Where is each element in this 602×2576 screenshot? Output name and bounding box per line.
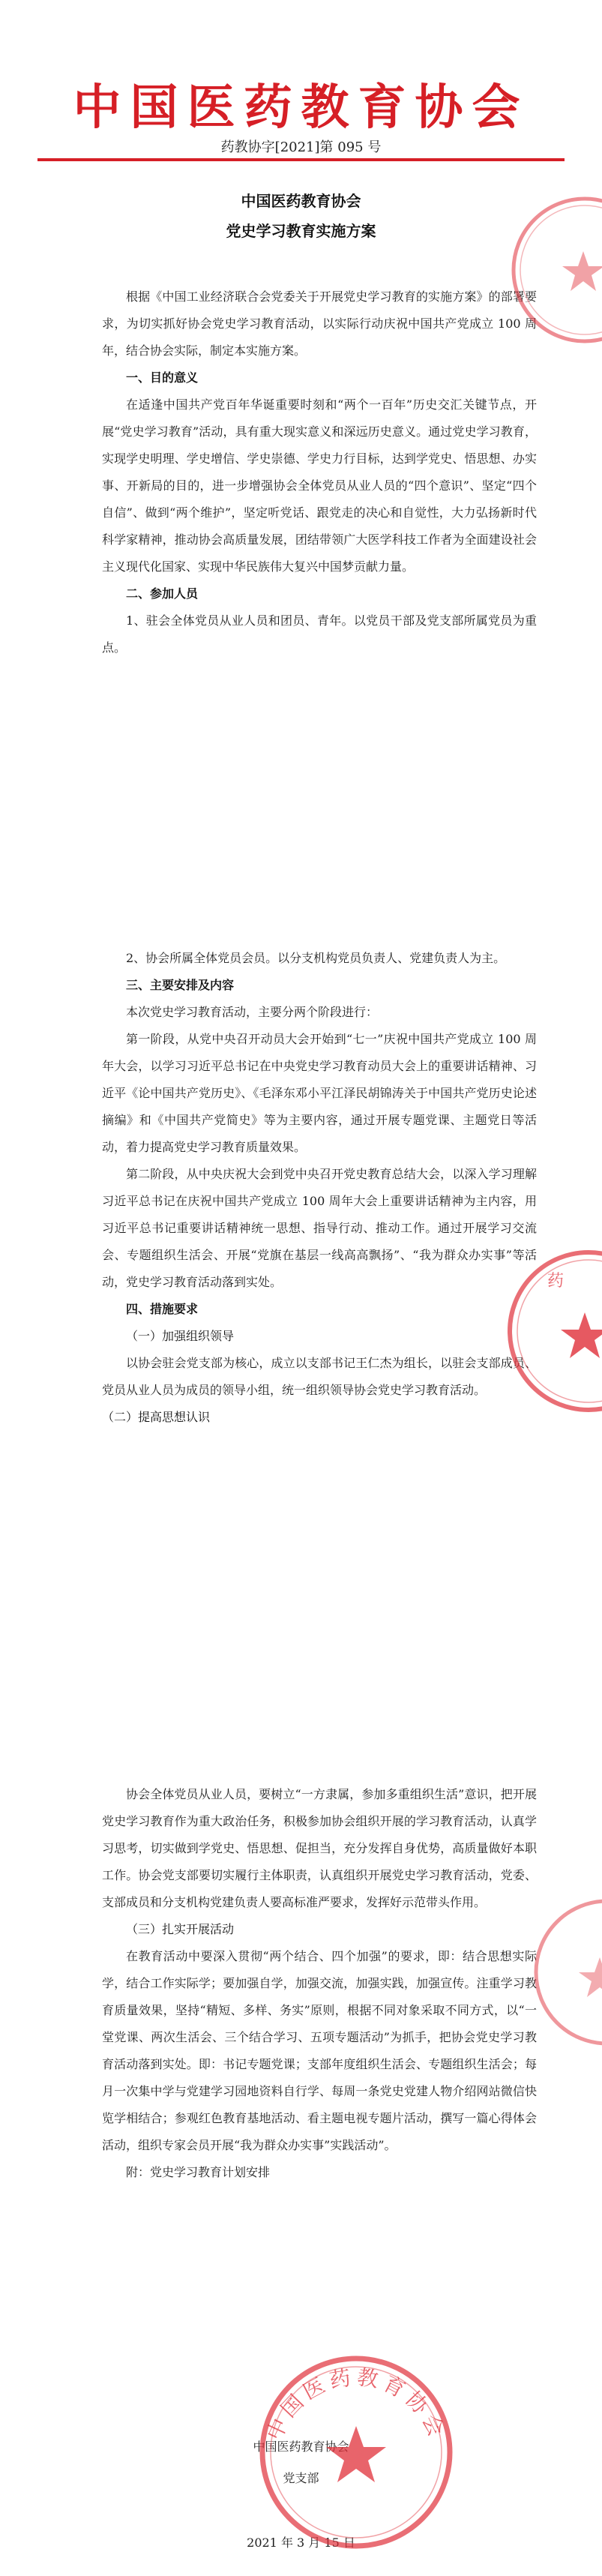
doc-title-plan: 党史学习教育实施方案	[226, 222, 376, 240]
signature-date: 2021 年 3 月 15 日	[247, 2536, 355, 2550]
doc-title-org: 中国医药教育协会	[241, 192, 361, 210]
subsection-heading-2: （二）提高思想认识	[102, 1410, 211, 1424]
subsection-heading-3: （三）扎实开展活动	[126, 1922, 235, 1936]
section-heading-1: 一、目的意义	[126, 370, 199, 385]
document-number: 药教协字[2021]第 095 号	[220, 139, 382, 155]
section-heading-2: 二、参加人员	[126, 586, 199, 601]
seal-stamp-top-icon	[495, 187, 602, 352]
seal-stamp-middle-icon	[487, 1241, 602, 1421]
section-2-item-1: 1、驻会全体党员从业人员和团员、青年。以党员干部及党支部所属党员为重点。	[102, 613, 537, 655]
content-block-1	[102, 283, 537, 661]
intro-paragraph: 根据《中国工业经济联合会党委关于开展党史学习教育的实施方案》的部署要求，为切实抓好协会党史学习教育活动，以实际行动庆祝中国共产党成立 100 周年，结合协会实际，制定本实施方案。	[102, 289, 537, 358]
section-1-paragraph: 在适逢中国共产党百年华诞重要时刻和“两个一百年”历史交汇关键节点，开展“党史学习教育”活动，具有重大现实意义和深远历史意义。通过党史学习教育，实现学史明理、学史增信、学史崇德、学史力行目标，达到学党史、悟思想、办实事、开新局的目的，进一步增强协会全体党员从业人员的“四个意识”、坚定“四个自信”、做到“两个维护”，坚定听党话、跟党走的决心和自觉性，大力弘扬新时代科学家精神，推动协会高质量发展，团结带领广大医学科技工作者为全面建设社会主义现代化国家、实现中华民族伟大复兴中国梦贡献力量。	[102, 397, 537, 574]
section-heading-3: 三、主要安排及内容	[126, 978, 235, 992]
subsection-2-paragraph: 协会全体党员从业人员，要树立“一方隶属，参加多重组织生活”意识，把开展党史学习教育作为重大政治任务，积极参加协会组织开展的学习教育活动，认真学习思考，切实做到学党史、悟思想、促担当，充分发挥自身优势，高质量做好本职工作。协会党支部要切实履行主体职责，认真组织开展党史学习教育活动，党委、支部成员和分支机构党建负责人要高标准严要求，发挥好示范带头作用。	[102, 1787, 537, 1909]
signature-org: 中国医药教育协会	[253, 2440, 349, 2454]
subsection-heading-1: （一）加强组织领导	[126, 1329, 235, 1343]
subsection-3-paragraph: 在教育活动中要深入贯彻“两个结合、四个加强”的要求，即：结合思想实际学，结合工作实际学；要加强自学，加强交流，加强实践，加强宣传。注重学习教育质量效果，坚持“精短、多样、务实”原则，根据不同对象采取不同方式，以“一堂党课、两次生活会、三个结合学习、五项专题活动”为抓手，把协会党史学习教育活动落到实处。即：书记专题党课；支部年度组织生活会、专题组织生活会；每月一次集中学与党建学习园地资料自行学、每周一条党史党建人物介绍网站微信快览学相结合；参观红色教育基地活动、看主题电视专题片活动，撰写一篇心得体会活动，组织专家会员开展“我为群众办实事”实践活动”。	[102, 1949, 537, 2152]
section-2-item-2: 2、协会所属全体党员会员。以分支机构党员负责人、党建负责人为主。	[126, 951, 506, 965]
attachment-note: 附：党史学习教育计划安排	[126, 2165, 271, 2179]
content-block-3	[102, 1781, 537, 2186]
seal-stamp-lower-icon	[525, 1890, 602, 2055]
section-3-stage-2: 第二阶段，从中央庆祝大会到党中央召开党史教育总结大会，以深入学习理解习近平总书记在庆祝中国共产党成立 100 周年大会上重要讲话精神为主内容，用习近平总书记重要讲话精神统一思想、指导行动、推动工作。通过开展学习交流会、专题组织生活会、开展“党旗在基层一线高高飘扬”、“我为群众办实事”等活动，党史学习教育活动落到实处。	[102, 1167, 537, 1289]
seal-arc-text: 中国医药教育协会	[262, 2364, 451, 2445]
section-3-intro: 本次党史学习教育活动，主要分两个阶段进行：	[126, 1005, 379, 1019]
content-block-2	[102, 945, 537, 1431]
official-seal-icon	[244, 2340, 469, 2565]
org-masthead: 中国医药教育协会	[73, 80, 529, 136]
seal-middle-text-icon: 药	[547, 1272, 565, 1291]
subsection-1-paragraph: 以协会驻会党支部为核心，成立以支部书记王仁杰为组长，以驻会支部成员、党员从业人员为成员的领导小组，统一组织领导协会党史学习教育活动。	[102, 1356, 537, 1397]
red-divider	[37, 158, 565, 161]
section-heading-4: 四、措施要求	[126, 1302, 199, 1316]
signature-dept: 党支部	[283, 2471, 319, 2485]
section-3-stage-1: 第一阶段，从党中央召开动员大会开始到“七一”庆祝中国共产党成立 100 周年大会，以学习习近平总书记在中央党史学习教育动员大会上的重要讲话精神、习近平《论中国共产党历史》、《毛泽东邓小平江泽民胡锦涛关于中国共产党历史论述摘编》和《中国共产党简史》等为主要内容，通过开展专题党课、主题党日等活动，着力提高党史学习教育质量效果。	[102, 1032, 537, 1154]
